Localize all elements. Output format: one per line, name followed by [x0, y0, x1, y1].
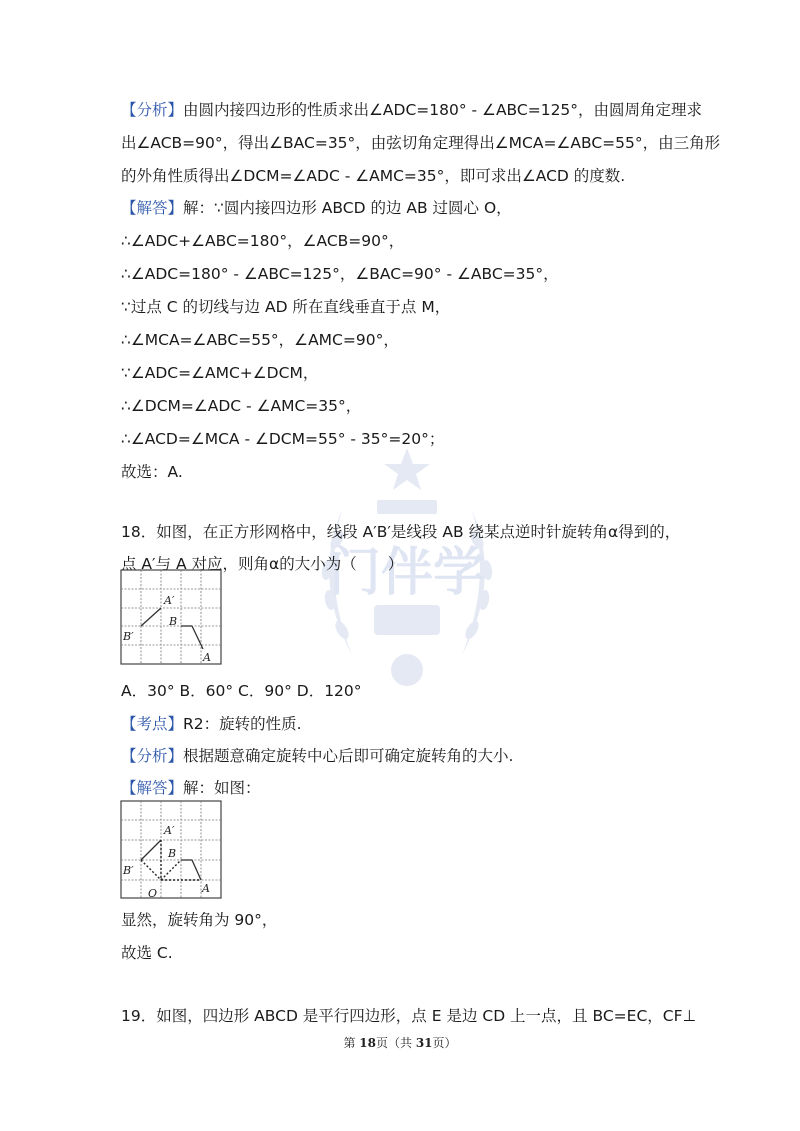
- footer-prefix: 第: [343, 1036, 360, 1050]
- q18-question-line-2: 点 A′与 A 对应，则角α的大小为（ ）: [121, 555, 404, 573]
- q17-analysis-line-2: 出∠ACB=90°，得出∠BAC=35°，由弦切角定理得出∠MCA=∠ABC=55°，由三角形: [121, 134, 721, 152]
- kaodian-text: R2：旋转的性质.: [183, 715, 302, 733]
- q17-answer-line-1: [121, 197, 512, 219]
- label-a-prime: A′: [164, 594, 175, 607]
- footer-total-pages: 31: [415, 1036, 433, 1050]
- q18-options: A．30° B．60° C．90° D．120°: [121, 682, 362, 700]
- q18-answer: [121, 777, 261, 799]
- q17-choice: 故选：A.: [121, 463, 183, 481]
- q17-step: ∴∠MCA=∠ABC=55°，∠AMC=90°，: [121, 331, 399, 349]
- label-a: A: [203, 651, 211, 664]
- q17-step: ∴∠ACD=∠MCA - ∠DCM=55° - 35°=20°；: [121, 430, 445, 448]
- analysis-text: 由圆内接四边形的性质求出∠ADC=180° - ∠ABC=125°，由圆周角定理求: [183, 101, 703, 119]
- q17-step: ∵∠ADC=∠AMC+∠DCM，: [121, 364, 319, 382]
- answer-tag: 【解答】: [121, 199, 184, 217]
- q18-kaodian: [121, 713, 302, 735]
- q17-analysis-line-1: [121, 99, 702, 121]
- analysis-tag: 【分析】: [121, 747, 184, 765]
- kaodian-tag: 【考点】: [121, 715, 184, 733]
- label-b: B: [168, 847, 177, 860]
- watermark-text: 门伴学: [328, 543, 486, 603]
- footer-suffix: 页）: [432, 1036, 457, 1050]
- q17-step: ∴∠DCM=∠ADC - ∠AMC=35°，: [121, 397, 362, 415]
- answer-tag: 【解答】: [121, 779, 184, 797]
- q17-step: ∵过点 C 的切线与边 AD 所在直线垂直于点 M，: [121, 298, 451, 316]
- q18-choice: 故选 C.: [121, 944, 173, 962]
- q17-analysis-line-3: 的外角性质得出∠DCM=∠ADC - ∠AMC=35°，即可求出∠ACD 的度数.: [121, 167, 626, 185]
- footer-page-number: 18: [359, 1036, 376, 1050]
- q18-analysis: [121, 745, 513, 767]
- q17-step: ∴∠ADC=180° - ∠ABC=125°，∠BAC=90° - ∠ABC=35°，: [121, 265, 559, 283]
- dotted-ob: [161, 860, 181, 880]
- q18-solution-figure: [120, 800, 224, 902]
- answer-text: 解：∵圆内接四边形 ABCD 的边 AB 过圆心 O，: [183, 199, 512, 217]
- label-b-prime: B′: [123, 864, 134, 877]
- label-o: O: [148, 887, 158, 900]
- q18-question-line-1: 18．如图，在正方形网格中，线段 A′B′是线段 AB 绕某点逆时针旋转角α得到的，: [121, 523, 681, 541]
- q19-question-line-1: 19．如图，四边形 ABCD 是平行四边形，点 E 是边 CD 上一点，且 BC=EC，CF⊥: [121, 1007, 697, 1025]
- segment-ab-part2: [192, 860, 201, 880]
- q18-grid-figure: [120, 569, 224, 667]
- page-footer: [0, 1034, 800, 1051]
- label-b: B: [169, 615, 178, 628]
- label-a-prime: A′: [164, 824, 175, 837]
- answer-text: 解：如图：: [183, 779, 261, 797]
- segment-a-prime-b-prime: [141, 840, 161, 860]
- label-b-prime: B′: [123, 630, 134, 643]
- analysis-text: 根据题意确定旋转中心后即可确定旋转角的大小.: [183, 747, 514, 765]
- segment-a-prime-b-prime: [141, 608, 161, 626]
- footer-middle: 页（共: [375, 1036, 416, 1050]
- analysis-tag: 【分析】: [121, 101, 184, 119]
- q18-conclusion: 显然，旋转角为 90°，: [121, 911, 278, 929]
- q17-step: ∴∠ADC+∠ABC=180°，∠ACB=90°，: [121, 232, 405, 250]
- dotted-ob-prime: [141, 860, 161, 880]
- label-a: A: [202, 882, 210, 895]
